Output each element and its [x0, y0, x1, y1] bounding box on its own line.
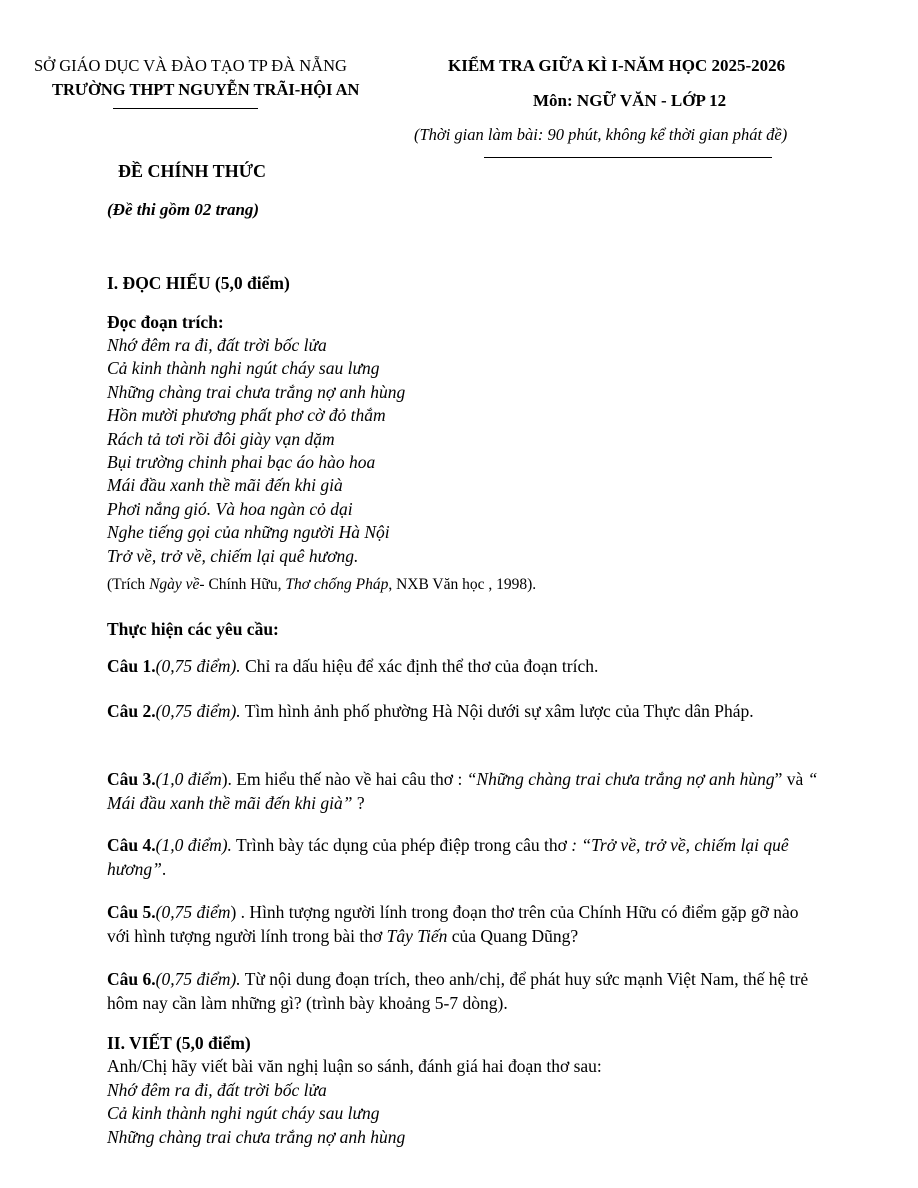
question-label: Câu 2.: [107, 701, 156, 721]
source-text: (Trích: [107, 576, 150, 593]
subject-line: Môn: NGỮ VĂN - LỚP 12: [533, 91, 727, 110]
poem-line: Hồn mười phương phất phơ cờ đỏ thắm: [107, 405, 386, 426]
question-3: [107, 768, 819, 816]
question-4: [107, 834, 819, 882]
question-text: của Quang Dũng?: [447, 925, 579, 946]
question-text: .: [161, 858, 167, 879]
section1-heading: I. ĐỌC HIỂU (5,0 điểm): [107, 273, 290, 293]
question-1: [107, 655, 819, 679]
poem-line: Nhớ đêm ra đi, đất trời bốc lửa: [107, 335, 327, 355]
question-text: ) . Hình tượng người lính trong đoạn thơ trên của Chính Hữu có điểm gặp gỡ nào với hình tượng người lính trong bài thơ: [107, 902, 799, 946]
poem-line: Phơi nắng gió. Và hoa ngàn cỏ dại: [107, 498, 353, 519]
read-label: Đọc đoạn trích:: [107, 312, 224, 332]
section2-poem: [107, 1079, 405, 1149]
source-work: Ngày về: [149, 576, 200, 593]
school-name: TRƯỜNG THPT NGUYỄN TRÃI-HỘI AN: [52, 80, 360, 99]
header-underline: [484, 157, 772, 158]
poem-line: Nhớ đêm ra đi, đất trời bốc lửa: [107, 1080, 327, 1100]
question-poem-title: Tây Tiến: [386, 925, 448, 946]
question-label: Câu 5.: [107, 902, 156, 922]
poem-line: Những chàng trai chưa trắng nợ anh hùng: [107, 1126, 406, 1147]
poem-line: Cả kinh thành nghi ngút cháy sau lưng: [107, 358, 380, 379]
school-underline: [113, 108, 258, 109]
question-quote: “ Mái đầu xanh thề mãi đến khi già”: [107, 769, 818, 813]
question-text: Chỉ ra dấu hiệu để xác định thể thơ của đoạn trích.: [240, 656, 599, 676]
question-label: Câu 4.: [107, 835, 156, 855]
source-text: , NXB Văn học , 1998).: [388, 576, 537, 593]
time-note: (Thời gian làm bài: 90 phút, không kể thời gian phát đề): [414, 125, 788, 144]
question-quote: : “Trở về, trở về, chiếm lại quê hương”: [107, 835, 789, 879]
section2-prompt: Anh/Chị hãy viết bài văn nghị luận so sánh, đánh giá hai đoạn thơ sau:: [107, 1056, 602, 1076]
question-points: (0,75 điểm).: [155, 969, 241, 989]
question-points: (0,75 điểm: [155, 902, 231, 922]
question-points: (1,0 điểm).: [155, 835, 232, 855]
question-5: [107, 901, 819, 949]
section2-heading: II. VIẾT (5,0 điểm): [107, 1033, 251, 1053]
source-collection: Thơ chống Pháp: [285, 576, 389, 593]
poem-line: Mái đầu xanh thề mãi đến khi già: [107, 475, 343, 496]
poem-line: Cả kinh thành nghi ngút cháy sau lưng: [107, 1103, 380, 1124]
question-label: Câu 3.: [107, 769, 156, 789]
question-6: [107, 968, 819, 1016]
source-text: - Chính Hữu,: [199, 576, 286, 593]
question-text: Trình bày tác dụng của phép điệp trong câu thơ: [231, 835, 572, 855]
question-text: ). Em hiểu thế nào về hai câu thơ :: [221, 769, 467, 789]
question-text: ?: [352, 792, 365, 813]
question-points: (1,0 điểm: [155, 769, 222, 789]
poem-line: Rách tả tơi rồi đôi giày vạn dặm: [107, 428, 335, 449]
question-text: Tìm hình ảnh phố phường Hà Nội dưới sự xâm lược của Thực dân Pháp.: [240, 701, 754, 721]
question-points: (0,75 điểm).: [155, 656, 241, 676]
question-quote: “Những chàng trai chưa trắng nợ anh hùng: [466, 769, 775, 789]
department-name: SỞ GIÁO DỤC VÀ ĐÀO TẠO TP ĐÀ NẴNG: [34, 56, 347, 75]
poem-line: Nghe tiếng gọi của những người Hà Nội: [107, 522, 390, 543]
tasks-label: Thực hiện các yêu cầu:: [107, 619, 279, 639]
poem-line: Bụi trường chinh phai bạc áo hào hoa: [107, 452, 376, 473]
excerpt-poem: [107, 334, 405, 568]
poem-line: Trở về, trở về, chiếm lại quê hương.: [107, 545, 359, 566]
question-points: (0,75 điểm).: [155, 701, 241, 721]
question-label: Câu 6.: [107, 969, 156, 989]
exam-title: KIỂM TRA GIỮA KÌ I-NĂM HỌC 2025-2026: [448, 56, 786, 75]
question-text: ” và: [774, 769, 808, 789]
pages-note: (Đề thi gồm 02 trang): [107, 200, 260, 219]
source-citation: [107, 576, 536, 594]
official-label: ĐỀ CHÍNH THỨC: [118, 161, 267, 181]
question-text: Từ nội dung đoạn trích, theo anh/chị, để phát huy sức mạnh Việt Nam, thế hệ trẻ hôm nay cần làm những gì? (trình bày khoảng 5-7 dòng).: [107, 969, 809, 1013]
question-label: Câu 1.: [107, 656, 156, 676]
question-2: [107, 700, 819, 724]
poem-line: Những chàng trai chưa trắng nợ anh hùng: [107, 381, 406, 402]
